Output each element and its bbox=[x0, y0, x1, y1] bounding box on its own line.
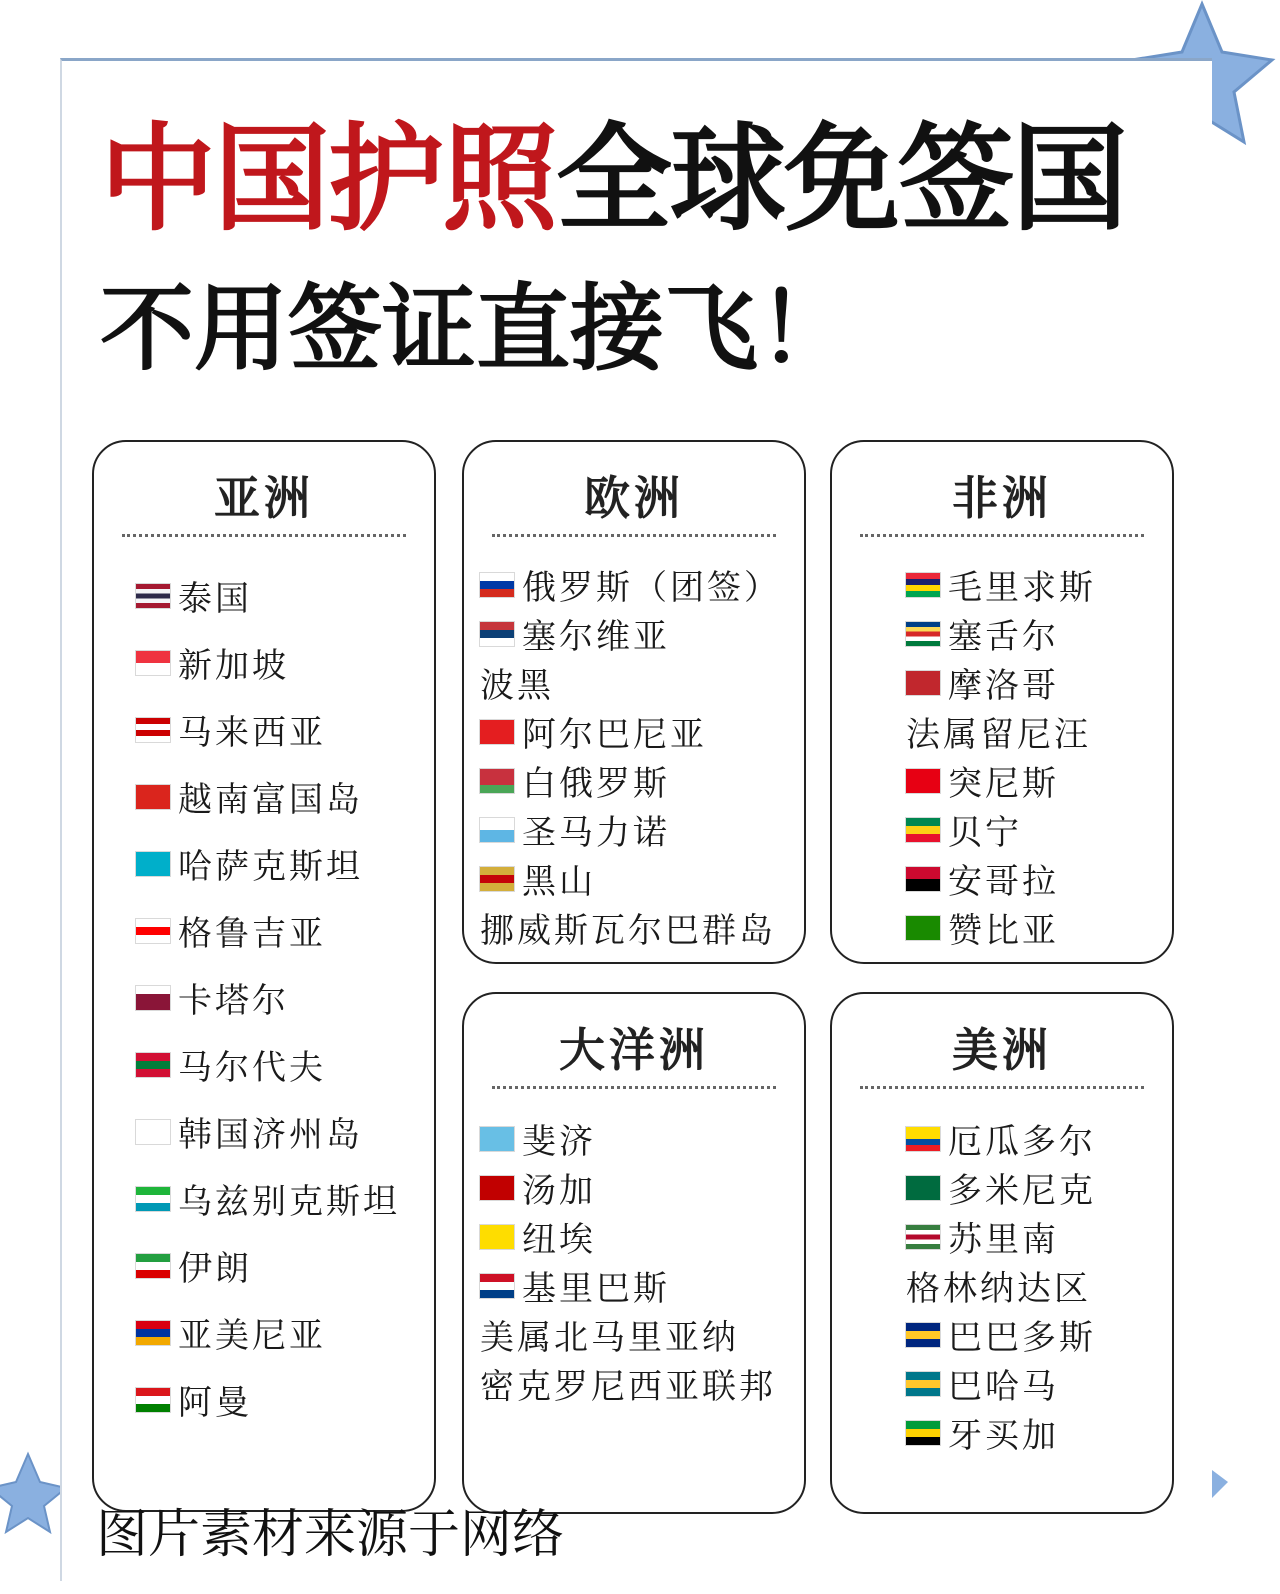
flag-icon bbox=[906, 1225, 940, 1249]
country-item bbox=[94, 1098, 434, 1165]
page-title bbox=[100, 112, 1126, 247]
country-name: 阿曼 bbox=[178, 1383, 252, 1423]
flag-icon bbox=[480, 1274, 514, 1298]
country-item bbox=[464, 658, 804, 707]
country-item bbox=[94, 1232, 434, 1299]
country-item bbox=[94, 1031, 434, 1098]
country-name: 突尼斯 bbox=[948, 764, 1059, 804]
country-item bbox=[464, 805, 804, 854]
dotted-divider bbox=[492, 1086, 776, 1089]
country-item bbox=[832, 1408, 1172, 1457]
flag-icon bbox=[136, 718, 170, 742]
country-item bbox=[464, 1163, 804, 1212]
section-asia bbox=[92, 440, 436, 1512]
country-name: 纽埃 bbox=[522, 1220, 596, 1260]
flag-icon bbox=[480, 720, 514, 744]
country-list bbox=[94, 562, 434, 1433]
flag-icon bbox=[480, 622, 514, 646]
country-name: 韩国济州岛 bbox=[178, 1115, 363, 1155]
section-title: 大洋洲 bbox=[559, 1023, 709, 1077]
country-name: 挪威斯瓦尔巴群岛 bbox=[480, 911, 776, 951]
country-item bbox=[832, 1163, 1172, 1212]
country-name: 巴巴多斯 bbox=[948, 1318, 1096, 1358]
country-item bbox=[464, 854, 804, 903]
flag-icon bbox=[480, 818, 514, 842]
country-name: 格鲁吉亚 bbox=[178, 914, 326, 954]
flag-icon bbox=[906, 769, 940, 793]
country-name: 贝宁 bbox=[948, 813, 1022, 853]
country-item bbox=[832, 1261, 1172, 1310]
dotted-divider bbox=[122, 534, 406, 537]
flag-icon bbox=[906, 1323, 940, 1347]
flag-icon bbox=[136, 1053, 170, 1077]
section-america bbox=[830, 992, 1174, 1514]
flag-icon bbox=[906, 1127, 940, 1151]
country-name: 阿尔巴尼亚 bbox=[522, 715, 707, 755]
country-name: 圣马力诺 bbox=[522, 813, 670, 853]
country-name: 美属北马里亚纳 bbox=[480, 1318, 739, 1358]
country-item bbox=[94, 1165, 434, 1232]
watermark-text: 图片素材来源于网络 bbox=[96, 1505, 565, 1565]
country-name: 安哥拉 bbox=[948, 862, 1059, 902]
country-item bbox=[832, 609, 1172, 658]
country-name: 摩洛哥 bbox=[948, 666, 1059, 706]
country-name: 巴哈马 bbox=[948, 1367, 1059, 1407]
flag-icon bbox=[480, 573, 514, 597]
country-item bbox=[832, 1310, 1172, 1359]
country-name: 亚美尼亚 bbox=[178, 1316, 326, 1356]
dotted-divider bbox=[860, 534, 1144, 537]
country-item bbox=[832, 658, 1172, 707]
flag-icon bbox=[906, 573, 940, 597]
country-item bbox=[464, 756, 804, 805]
country-item bbox=[94, 1366, 434, 1433]
flag-icon bbox=[906, 671, 940, 695]
flag-icon bbox=[906, 1421, 940, 1445]
country-item bbox=[832, 854, 1172, 903]
country-item bbox=[94, 763, 434, 830]
country-name: 黑山 bbox=[522, 862, 596, 902]
country-name: 塞尔维亚 bbox=[522, 617, 670, 657]
flag-icon bbox=[906, 1372, 940, 1396]
country-item bbox=[464, 1114, 804, 1163]
page-title-black: 全球免签国 bbox=[556, 112, 1126, 247]
flag-icon bbox=[480, 867, 514, 891]
country-name: 伊朗 bbox=[178, 1249, 252, 1289]
page-subtitle: 不用签证直接飞！ bbox=[100, 275, 853, 384]
country-name: 卡塔尔 bbox=[178, 981, 289, 1021]
country-item bbox=[464, 1359, 804, 1408]
country-item bbox=[94, 562, 434, 629]
flag-icon bbox=[136, 1388, 170, 1412]
country-name: 马来西亚 bbox=[178, 713, 326, 753]
country-name: 俄罗斯（团签） bbox=[522, 568, 781, 608]
flag-icon bbox=[136, 785, 170, 809]
country-item bbox=[94, 897, 434, 964]
flag-icon bbox=[136, 986, 170, 1010]
flag-icon bbox=[906, 867, 940, 891]
country-name: 赞比亚 bbox=[948, 911, 1059, 951]
country-item bbox=[464, 1310, 804, 1359]
country-item bbox=[464, 1261, 804, 1310]
country-item bbox=[832, 805, 1172, 854]
country-item bbox=[832, 1114, 1172, 1163]
section-oceania bbox=[462, 992, 806, 1514]
country-name: 哈萨克斯坦 bbox=[178, 847, 363, 887]
country-list bbox=[464, 1114, 804, 1408]
flag-icon bbox=[480, 1127, 514, 1151]
flag-icon bbox=[136, 919, 170, 943]
country-name: 塞舌尔 bbox=[948, 617, 1059, 657]
country-item bbox=[832, 756, 1172, 805]
section-africa bbox=[830, 440, 1174, 964]
flag-icon bbox=[136, 852, 170, 876]
flag-icon bbox=[136, 1321, 170, 1345]
country-item bbox=[94, 964, 434, 1031]
section-europe bbox=[462, 440, 806, 964]
country-name: 毛里求斯 bbox=[948, 568, 1096, 608]
country-item bbox=[832, 1212, 1172, 1261]
flag-icon bbox=[480, 769, 514, 793]
country-name: 斐济 bbox=[522, 1122, 596, 1162]
country-item bbox=[832, 903, 1172, 952]
country-list bbox=[832, 1114, 1172, 1457]
country-item bbox=[94, 1299, 434, 1366]
flag-icon bbox=[136, 651, 170, 675]
dotted-divider bbox=[492, 534, 776, 537]
country-list bbox=[832, 560, 1172, 952]
country-item bbox=[832, 1359, 1172, 1408]
country-name: 马尔代夫 bbox=[178, 1048, 326, 1088]
flag-icon bbox=[136, 1254, 170, 1278]
dotted-divider bbox=[860, 1086, 1144, 1089]
country-name: 厄瓜多尔 bbox=[948, 1122, 1096, 1162]
country-name: 乌兹别克斯坦 bbox=[178, 1182, 400, 1222]
flag-icon bbox=[480, 1225, 514, 1249]
country-name: 苏里南 bbox=[948, 1220, 1059, 1260]
country-item bbox=[94, 696, 434, 763]
country-item bbox=[464, 707, 804, 756]
flag-icon bbox=[906, 1176, 940, 1200]
country-name: 汤加 bbox=[522, 1171, 596, 1211]
country-name: 法属留尼汪 bbox=[906, 715, 1091, 755]
flag-icon bbox=[906, 916, 940, 940]
country-name: 越南富国岛 bbox=[178, 780, 363, 820]
country-name: 泰国 bbox=[178, 579, 252, 619]
section-title: 欧洲 bbox=[584, 471, 684, 525]
country-name: 波黑 bbox=[480, 666, 554, 706]
country-item bbox=[464, 560, 804, 609]
country-name: 牙买加 bbox=[948, 1416, 1059, 1456]
flag-icon bbox=[136, 584, 170, 608]
page-title-red: 中国护照 bbox=[100, 112, 556, 247]
section-title: 亚洲 bbox=[214, 471, 314, 525]
section-title: 美洲 bbox=[952, 1023, 1052, 1077]
flag-icon bbox=[136, 1120, 170, 1144]
country-list bbox=[464, 560, 804, 952]
country-name: 新加坡 bbox=[178, 646, 289, 686]
section-title: 非洲 bbox=[952, 471, 1052, 525]
flag-icon bbox=[136, 1187, 170, 1211]
flag-icon bbox=[906, 622, 940, 646]
country-item bbox=[832, 560, 1172, 609]
country-item bbox=[464, 903, 804, 952]
country-item bbox=[464, 609, 804, 658]
flag-icon bbox=[480, 1176, 514, 1200]
flag-icon bbox=[906, 818, 940, 842]
country-name: 格林纳达区 bbox=[906, 1269, 1091, 1309]
country-name: 基里巴斯 bbox=[522, 1269, 670, 1309]
country-item bbox=[94, 830, 434, 897]
country-item bbox=[94, 629, 434, 696]
country-item bbox=[464, 1212, 804, 1261]
country-item bbox=[832, 707, 1172, 756]
country-name: 白俄罗斯 bbox=[522, 764, 670, 804]
country-name: 密克罗尼西亚联邦 bbox=[480, 1367, 776, 1407]
country-name: 多米尼克 bbox=[948, 1171, 1096, 1211]
